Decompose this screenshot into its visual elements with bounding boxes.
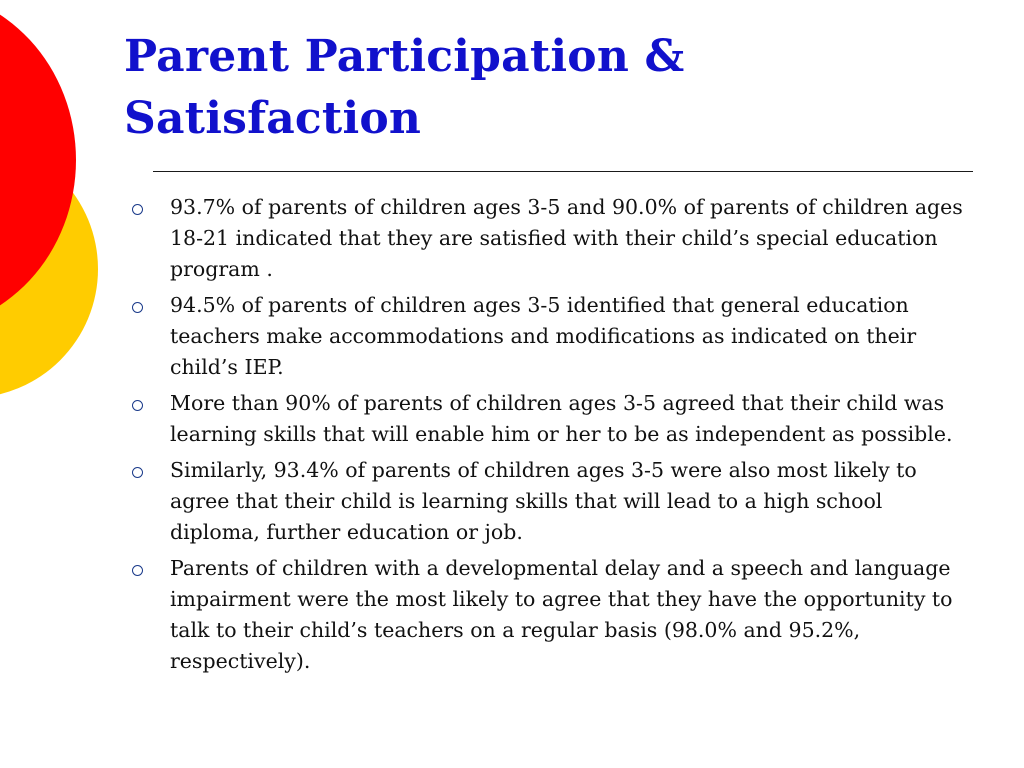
slide-title <box>124 26 984 150</box>
hollow-circle-bullet-icon <box>132 204 143 215</box>
hollow-circle-bullet-icon <box>132 565 143 576</box>
bullet-text: More than 90% of parents of children ages 3-5 agreed that their child was learning skills that will enable him or her to be as independent as possible. <box>170 391 953 446</box>
bullet-item <box>128 388 968 450</box>
bullet-item <box>128 455 968 548</box>
bullet-text: 93.7% of parents of children ages 3-5 and 90.0% of parents of children ages 18-21 indicated that they are satisfied with their child’s special education program . <box>170 195 963 281</box>
slide-title-line-1: Parent Participation & <box>124 31 685 82</box>
bullet-text: Similarly, 93.4% of parents of children ages 3-5 were also most likely to agree that their child is learning skills that will lead to a high school diploma, further education or job. <box>170 458 917 544</box>
bullet-item <box>128 290 968 383</box>
bullet-item <box>128 192 968 285</box>
hollow-circle-bullet-icon <box>132 302 143 313</box>
hollow-circle-bullet-icon <box>132 400 143 411</box>
bullet-list <box>128 192 968 682</box>
hollow-circle-bullet-icon <box>132 467 143 478</box>
bullet-text: 94.5% of parents of children ages 3-5 identified that general education teachers make accommodations and modifications as indicated on their child’s IEP. <box>170 293 917 379</box>
bullet-item <box>128 553 968 677</box>
bullet-text: Parents of children with a developmental delay and a speech and language impairment were the most likely to agree that they have the opportunity to talk to their child’s teachers on a regular basis (98.0% and 95.2%, respectively). <box>170 556 953 673</box>
title-divider <box>153 171 973 172</box>
slide-title-line-2: Satisfaction <box>124 93 422 144</box>
